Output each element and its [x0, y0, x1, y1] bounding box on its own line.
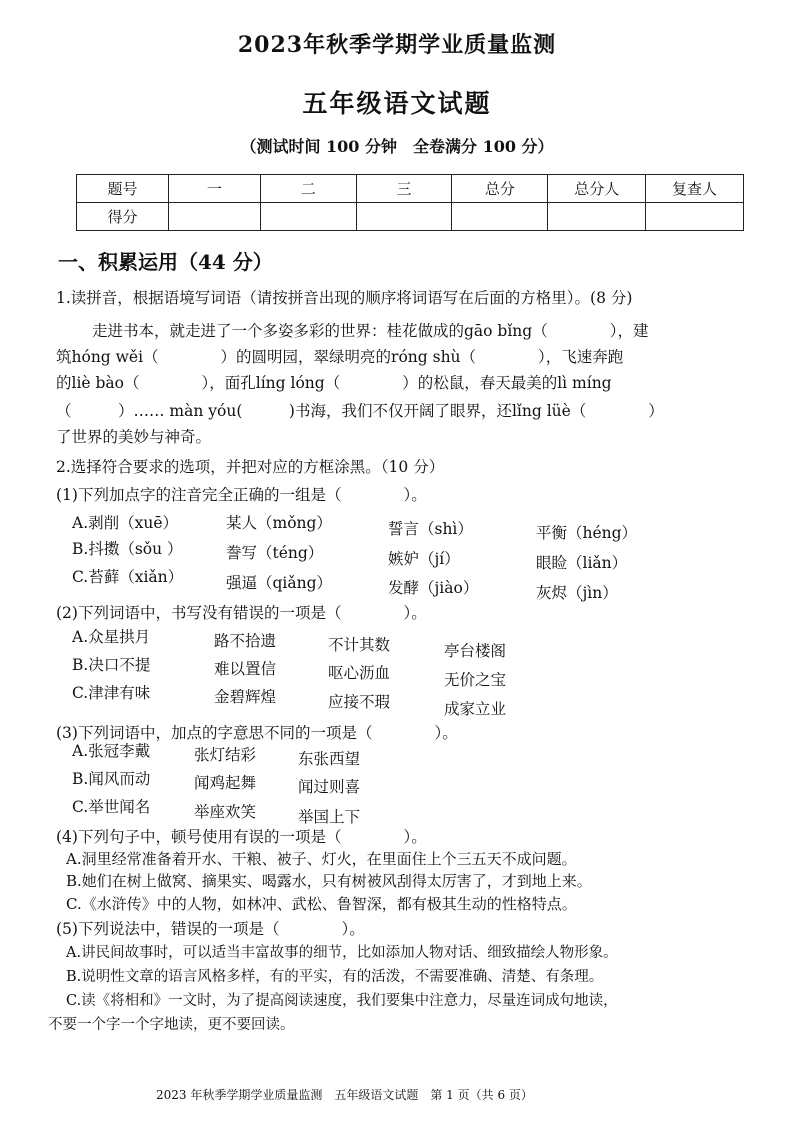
exam-time-note: （测试时间 100 分钟 全卷满分 100 分） [240, 137, 554, 156]
option-item: 应接不瑕 [328, 693, 391, 711]
score-table [76, 174, 744, 231]
option-line: B.她们在树上做窝、摘果实、喝露水，只有树被风刮得太厉害了，才到地上来。 [66, 872, 592, 890]
sub-question-stem: (2)下列词语中，书写没有错误的一项是（ ）。 [56, 604, 427, 622]
option-item: 呕心沥血 [328, 664, 391, 682]
option-item: 金碧辉煌 [214, 688, 277, 706]
option-item: 不计其数 [328, 636, 391, 654]
sub-question-stem: (5)下列说法中，错误的一项是（ ）。 [56, 920, 365, 938]
page-number: 第 1 页（共 6 页） [430, 1088, 533, 1102]
option-item: 闻过则喜 [298, 778, 361, 796]
option-line: C.《水浒传》中的人物，如林冲、武松、鲁智深，都有极其生动的性格特点。 [66, 895, 577, 913]
option-item: 路不拾遗 [214, 632, 277, 650]
option-item: 誓言（shì） [388, 520, 473, 538]
option-item: 灰烬（jìn） [536, 584, 618, 602]
sub-question-stem: (1)下列加点字的注音完全正确的一组是（ ）。 [56, 486, 427, 504]
exam-subtitle: 五年级语文试题 [302, 89, 492, 118]
score-cell: 总分 [452, 175, 548, 203]
option-item: 举国上下 [298, 808, 361, 826]
option-item: 强逼（qiǎng） [226, 574, 333, 592]
option-item: A.众星拱月 [72, 628, 151, 646]
option-item: C.苔藓（xiǎn） [72, 568, 184, 586]
score-label-cell: 得分 [77, 203, 169, 231]
score-cell: 二 [260, 175, 356, 203]
sub-question-stem: (4)下列句子中，顿号使用有误的一项是（ ）。 [56, 828, 427, 846]
option-item: 某人（mǒng） [226, 514, 332, 532]
option-line: A.讲民间故事时，可以适当丰富故事的细节，比如添加人物对话、细致描绘人物形象。 [66, 945, 618, 961]
score-table-score-row [77, 203, 744, 231]
score-cell: 题号 [77, 175, 169, 203]
footer-text: 2023 年秋季学期学业质量监测 五年级语文试题 [156, 1088, 419, 1102]
option-item: C.举世闻名 [72, 798, 151, 816]
option-item: 成家立业 [444, 700, 507, 718]
option-item: 举座欢笑 [194, 803, 257, 821]
score-cell: 复查人 [646, 175, 744, 203]
passage-line: 筑hóng wěi（ ）的圆明园，翠绿明亮的róng shù（ ），飞速奔跑 [56, 348, 624, 366]
passage-line: 了世界的美妙与神奇。 [56, 428, 212, 446]
score-cell: 一 [168, 175, 260, 203]
score-cell: 总分人 [548, 175, 646, 203]
score-input-cell[interactable] [356, 203, 452, 231]
option-item: 张灯结彩 [194, 746, 257, 764]
option-item: B.抖擞（sǒu ） [72, 540, 183, 558]
page-footer [156, 1086, 533, 1103]
section-heading: 一、积累运用（44 分） [58, 250, 273, 274]
option-item: 亭台楼阁 [444, 642, 507, 660]
score-table-header-row [77, 175, 744, 203]
option-item: B.闻风而动 [72, 770, 151, 788]
option-item: 嫉妒（jí） [388, 550, 460, 568]
option-item: 东张西望 [298, 750, 361, 768]
option-item: 誊写（téng） [226, 544, 324, 562]
option-item: 难以置信 [214, 660, 277, 678]
option-item: 无价之宝 [444, 671, 507, 689]
option-item: A.张冠李戴 [72, 742, 151, 760]
score-input-cell[interactable] [548, 203, 646, 231]
option-line: 不要一个字一个字地读，更不要回读。 [48, 1017, 295, 1033]
option-item: A.剥削（xuē） [72, 514, 179, 532]
option-item: B.决口不提 [72, 656, 151, 674]
score-input-cell[interactable] [260, 203, 356, 231]
option-line: C.读《将相和》一文时，为了提高阅读速度，我们要集中注意力，尽量连词成句地读， [66, 993, 618, 1009]
option-line: A.洞里经常准备着开水、干粮、被子、灯火，在里面住上个三五天不成问题。 [66, 850, 577, 868]
score-input-cell[interactable] [168, 203, 260, 231]
option-item: 闻鸡起舞 [194, 774, 257, 792]
score-cell: 三 [356, 175, 452, 203]
passage-line: 走进书本，就走进了一个多姿多彩的世界：桂花做成的gāo bǐng（ ），建 [92, 322, 649, 340]
exam-title: 2023年秋季学期学业质量监测 [237, 32, 557, 58]
option-item: 发酵（jiào） [388, 579, 479, 597]
question-stem: 1.读拼音，根据语境写词语（请按拼音出现的顺序将词语写在后面的方格里）。(8 分) [56, 289, 633, 307]
option-item: 平衡（héng） [536, 524, 638, 542]
passage-line: （ ）…… màn yóu( )书海，我们不仅开阔了眼界，还lǐng lüè（ ） [56, 402, 664, 420]
option-item: C.津津有味 [72, 684, 151, 702]
score-input-cell[interactable] [646, 203, 744, 231]
option-item: 眼睑（liǎn） [536, 554, 628, 572]
sub-question-stem: (3)下列词语中，加点的字意思不同的一项是（ ）。 [56, 724, 458, 742]
question-stem: 2.选择符合要求的选项，并把对应的方框涂黑。（10 分） [56, 458, 445, 476]
score-input-cell[interactable] [452, 203, 548, 231]
option-line: B.说明性文章的语言风格多样，有的平实，有的活泼，不需要准确、清楚、有条理。 [66, 969, 604, 985]
passage-line: 的liè bào（ ），面孔líng lóng（ ）的松鼠，春天最美的lì míng [56, 374, 612, 392]
